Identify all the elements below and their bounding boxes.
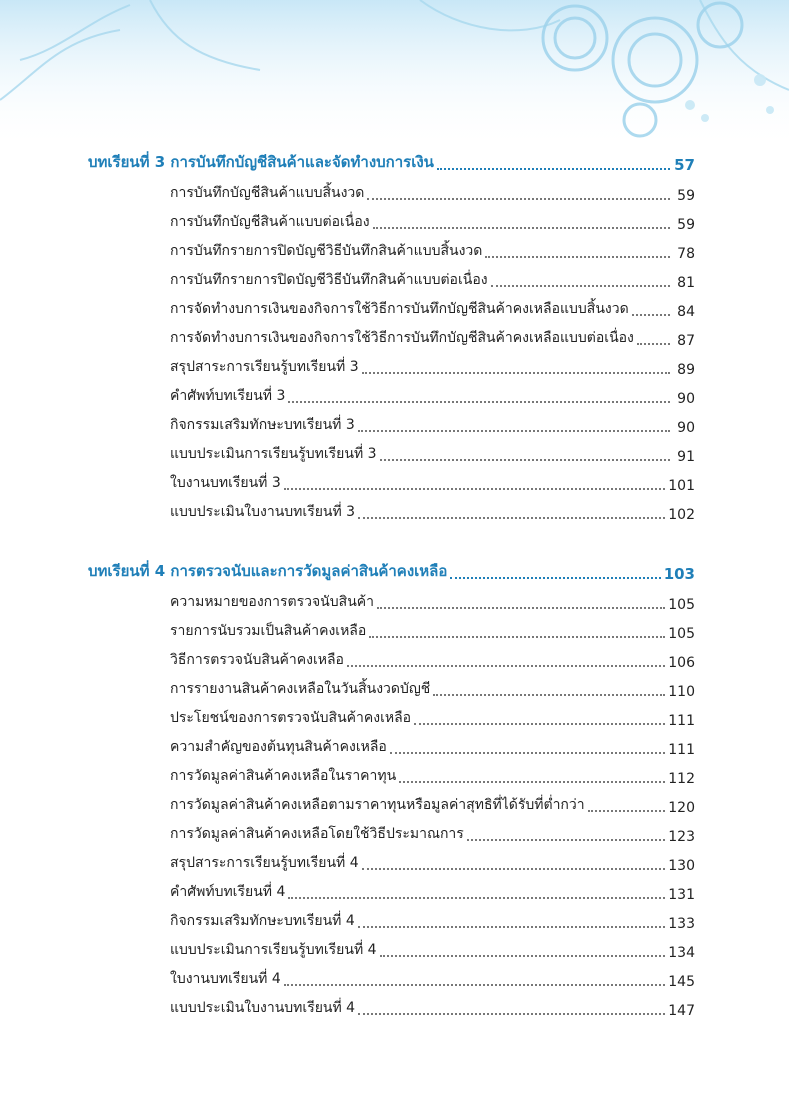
dot-leader (390, 752, 665, 754)
toc-entry[interactable] (170, 765, 695, 789)
page-number: 102 (668, 507, 695, 523)
header-decoration (0, 0, 789, 150)
toc-entry[interactable] (170, 269, 695, 293)
dot-leader (288, 401, 670, 403)
dot-leader (632, 314, 670, 316)
page-number: 120 (668, 800, 695, 816)
entry-label: การวัดมูลค่าสินค้าคงเหลือตามราคาทุนหรือมูลค่าสุทธิที่ได้รับที่ต่ำกว่า (170, 797, 585, 813)
page-number: 89 (677, 362, 695, 378)
entry-label: ใบงานบทเรียนที่ 4 (170, 971, 281, 987)
page-number: 84 (677, 304, 695, 320)
entry-label: กิจกรรมเสริมทักษะบทเรียนที่ 3 (170, 417, 355, 433)
page-number: 123 (668, 829, 695, 845)
dot-leader (399, 781, 665, 783)
page-number: 145 (668, 974, 695, 990)
dot-leader (367, 198, 670, 200)
page-number: 90 (677, 420, 695, 436)
dot-leader (377, 607, 665, 609)
entry-label: กิจกรรมเสริมทักษะบทเรียนที่ 4 (170, 913, 355, 929)
entry-label: การวัดมูลค่าสินค้าคงเหลือโดยใช้วิธีประมาณการ (170, 826, 464, 842)
page-number: 59 (677, 217, 695, 233)
toc-entry[interactable] (170, 620, 695, 644)
dot-leader (362, 868, 666, 870)
dot-leader (467, 839, 665, 841)
page-number: 110 (668, 684, 695, 700)
toc-entry[interactable] (170, 852, 695, 876)
toc-entry[interactable] (170, 240, 695, 264)
toc-entry[interactable] (170, 678, 695, 702)
toc-entry[interactable] (170, 472, 695, 496)
entry-label: สรุปสาระการเรียนรู้บทเรียนที่ 3 (170, 359, 359, 375)
entry-label: ใบงานบทเรียนที่ 3 (170, 475, 281, 491)
page-number: 105 (668, 626, 695, 642)
toc-entry[interactable] (170, 182, 695, 206)
page-number: 57 (674, 156, 695, 174)
entry-label: วิธีการตรวจนับสินค้าคงเหลือ (170, 652, 344, 668)
dot-leader (284, 488, 665, 490)
toc-entry[interactable] (170, 910, 695, 934)
page-number: 111 (668, 742, 695, 758)
dot-leader (450, 577, 660, 579)
entry-label: การบันทึกบัญชีสินค้าแบบสิ้นงวด (170, 185, 365, 201)
toc-entry[interactable] (170, 591, 695, 615)
entry-label: การวัดมูลค่าสินค้าคงเหลือในราคาทุน (170, 768, 397, 784)
entry-label: การจัดทำงบการเงินของกิจการใช้วิธีการบันทึกบัญชีสินค้าคงเหลือแบบต่อเนื่อง (170, 330, 634, 346)
toc-entry[interactable] (170, 736, 695, 760)
page-number: 105 (668, 597, 695, 613)
dot-leader (358, 430, 670, 432)
page-number: 78 (677, 246, 695, 262)
dot-leader (380, 955, 666, 957)
toc-entry[interactable] (170, 327, 695, 351)
entry-label: การบันทึกบัญชีสินค้าแบบต่อเนื่อง (170, 214, 370, 230)
page-number: 81 (677, 275, 695, 291)
dot-leader (288, 897, 665, 899)
entry-label: แบบประเมินการเรียนรู้บทเรียนที่ 3 (170, 446, 377, 462)
page-number: 91 (677, 449, 695, 465)
entry-label: รายการนับรวมเป็นสินค้าคงเหลือ (170, 623, 367, 639)
toc-entry[interactable] (170, 997, 695, 1021)
toc-entry[interactable] (170, 501, 695, 525)
toc-entry[interactable] (170, 298, 695, 322)
entry-label: แบบประเมินใบงานบทเรียนที่ 4 (170, 1000, 356, 1016)
chapter-heading[interactable] (88, 152, 695, 176)
entry-label: สรุปสาระการเรียนรู้บทเรียนที่ 4 (170, 855, 359, 871)
page-number: 59 (677, 188, 695, 204)
toc-entry[interactable] (170, 968, 695, 992)
dot-leader (380, 459, 670, 461)
toc-entry[interactable] (170, 385, 695, 409)
dot-leader (588, 810, 666, 812)
entry-label: แบบประเมินใบงานบทเรียนที่ 3 (170, 504, 356, 520)
dot-leader (347, 665, 665, 667)
page-number: 111 (668, 713, 695, 729)
dot-leader (373, 227, 670, 229)
dot-leader (637, 343, 670, 345)
page-number: 130 (668, 858, 695, 874)
entry-label: การบันทึกรายการปิดบัญชีวิธีบันทึกสินค้าแบบสิ้นงวด (170, 243, 483, 259)
page-number: 87 (677, 333, 695, 349)
entry-label: การรายงานสินค้าคงเหลือในวันสิ้นงวดบัญชี (170, 681, 431, 697)
toc-entry[interactable] (170, 707, 695, 731)
dot-leader (369, 636, 665, 638)
chapter-title: บทเรียนที่ 4 การตรวจนับและการวัดมูลค่าสินค้าคงเหลือ (88, 562, 448, 580)
chapter-heading[interactable] (88, 561, 695, 585)
toc-entry[interactable] (170, 443, 695, 467)
dot-leader (414, 723, 665, 725)
page-number: 134 (668, 945, 695, 961)
dot-leader (358, 926, 666, 928)
dot-leader (433, 694, 665, 696)
dot-leader (358, 517, 665, 519)
toc-entry[interactable] (170, 939, 695, 963)
entry-label: คำศัพท์บทเรียนที่ 3 (170, 388, 286, 404)
page-number: 131 (668, 887, 695, 903)
dot-leader (491, 285, 670, 287)
toc-entry[interactable] (170, 356, 695, 380)
page-number: 103 (663, 565, 695, 583)
toc-entry[interactable] (170, 881, 695, 905)
entry-label: ความหมายของการตรวจนับสินค้า (170, 594, 374, 610)
page-number: 101 (668, 478, 695, 494)
toc-entry[interactable] (170, 794, 695, 818)
page-number: 133 (668, 916, 695, 932)
dot-leader (358, 1013, 665, 1015)
toc-entry[interactable] (170, 211, 695, 235)
entry-label: คำศัพท์บทเรียนที่ 4 (170, 884, 286, 900)
dot-leader (362, 372, 670, 374)
page-number: 147 (668, 1003, 695, 1019)
chapter-title: บทเรียนที่ 3 การบันทึกบัญชีสินค้าและจัดทำงบการเงิน (88, 153, 434, 171)
page-number: 90 (677, 391, 695, 407)
entry-label: ประโยชน์ของการตรวจนับสินค้าคงเหลือ (170, 710, 412, 726)
page-number: 112 (668, 771, 695, 787)
page-number: 106 (668, 655, 695, 671)
toc-entry[interactable] (170, 649, 695, 673)
toc-entry[interactable] (170, 414, 695, 438)
dot-leader (437, 168, 670, 170)
toc-entry[interactable] (170, 823, 695, 847)
dot-leader (284, 984, 665, 986)
entry-label: แบบประเมินการเรียนรู้บทเรียนที่ 4 (170, 942, 377, 958)
entry-label: การบันทึกรายการปิดบัญชีวิธีบันทึกสินค้าแบบต่อเนื่อง (170, 272, 488, 288)
dot-leader (485, 256, 670, 258)
entry-label: การจัดทำงบการเงินของกิจการใช้วิธีการบันทึกบัญชีสินค้าคงเหลือแบบสิ้นงวด (170, 301, 629, 317)
entry-label: ความสำคัญของต้นทุนสินค้าคงเหลือ (170, 739, 387, 755)
